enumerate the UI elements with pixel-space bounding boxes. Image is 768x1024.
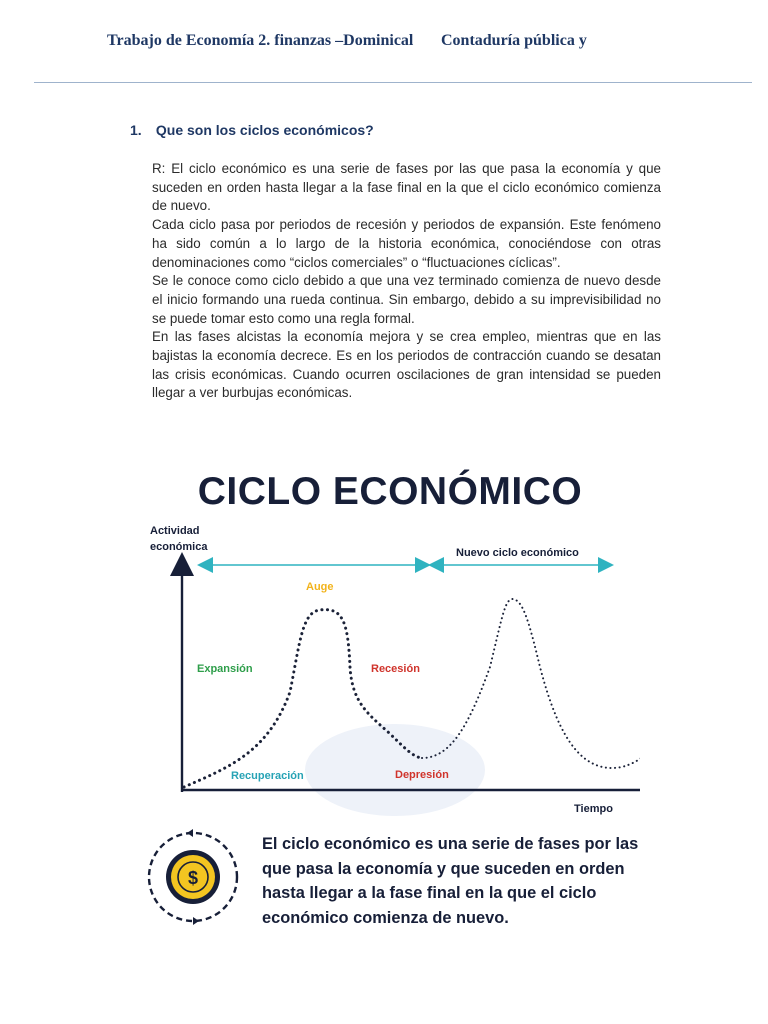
answer-paragraph: R: El ciclo económico es una serie de fases por las que pasa la economía y que suceden en orden hasta llegar a la fase final en la que el ciclo económico comienza de nuevo. (152, 161, 661, 214)
answer-body (152, 160, 661, 403)
answer-paragraph: Cada ciclo pasa por periodos de recesión y periodos de expansión. Este fenómeno ha sido común a lo largo de la historia económica, conociéndose con otras denominaciones como “ciclos comerciales” o “fluctuaciones cíclicas”. (152, 217, 661, 270)
answer-paragraph: Se le conoce como ciclo debido a que una vez terminado comienza de nuevo desde el inicio formando una rueda continua. Sin embargo, debido a su imprevisibilidad no se puede tomar esto como una regla formal. (152, 273, 661, 326)
x-axis-label: Tiempo (574, 803, 613, 815)
document-header-right: Contaduría pública y (441, 32, 587, 49)
phase-depresion: Depresión (395, 769, 449, 781)
question-heading (130, 122, 374, 138)
phase-expansion: Expansión (197, 663, 253, 675)
figure-summary: El ciclo económico es una serie de fases por las que pasa la economía y que suceden en orden hasta llegar a la fase final en la que el ciclo económico comienza de nuevo. (262, 835, 639, 927)
answer-paragraph: En las fases alcistas la economía mejora y se crea empleo, mientras que en las bajistas la economía decrece. Es en los periodos de contracción cuando se desatan las crisis económicas. Cuando ocurren oscilaciones de gran intensidad se pueden llegar a ver burbujas económicas. (152, 329, 661, 401)
y-axis-label: económica (150, 541, 208, 553)
header-divider (34, 82, 752, 83)
y-axis-label: Actividad (150, 525, 200, 537)
coin-cycle-icon (149, 829, 237, 925)
phase-auge: Auge (306, 581, 334, 593)
phase-recesion: Recesión (371, 663, 420, 675)
phase-recuperacion: Recuperación (231, 770, 304, 782)
figure-title: CICLO ECONÓMICO (197, 470, 583, 513)
question-number: 1. (130, 122, 142, 138)
economic-cycle-figure (140, 452, 640, 940)
document-header-left: Trabajo de Economía 2. finanzas –Dominical (107, 32, 414, 49)
svg-text:$: $ (187, 868, 199, 888)
new-cycle-label: Nuevo ciclo económico (456, 547, 579, 559)
question-text: Que son los ciclos económicos? (155, 122, 374, 138)
